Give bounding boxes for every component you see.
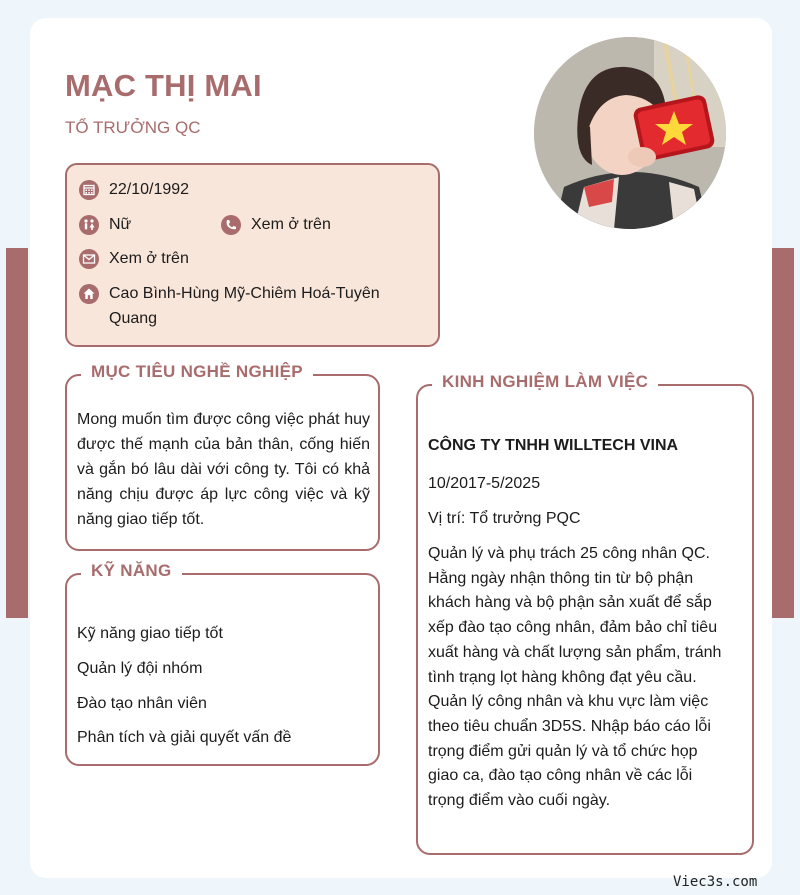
address-value: Cao Bình-Hùng Mỹ-Chiêm Hoá-Tuyên Quang	[109, 285, 380, 327]
work-experience-heading: KINH NGHIỆM LÀM VIỆC	[432, 372, 658, 392]
dob-value: 22/10/1992	[109, 181, 190, 198]
gender-icon	[79, 215, 99, 235]
address-row	[79, 283, 419, 331]
candidate-title: TỔ TRƯỞNG QC	[65, 118, 201, 137]
profile-photo	[534, 37, 726, 229]
phone-value: Xem ở trên	[251, 216, 331, 233]
home-icon	[79, 284, 99, 304]
skill-item: Quản lý đội nhóm	[77, 660, 203, 677]
career-objective-section	[65, 362, 380, 551]
calendar-icon	[79, 180, 99, 200]
candidate-name: MẠC THỊ MAI	[65, 68, 262, 103]
career-objective-heading: MỤC TIÊU NGHỀ NGHIỆP	[81, 362, 313, 382]
company-name: CÔNG TY TNHH WILLTECH VINA	[428, 437, 679, 454]
employment-period: 10/2017-5/2025	[428, 475, 541, 492]
email-value: Xem ở trên	[109, 250, 189, 267]
phone-row	[221, 214, 331, 237]
job-description: Quản lý và phụ trách 25 công nhân QC. Hằng ngày nhận thông tin từ bộ phận khách hàng và bộ phận sản xuất để sắp xếp đào tạo công nhân, đảm bảo chỉ tiêu xuất hàng và chất lượng sản phẩm, tránh tình trạng lọt hàng không đạt yêu cầu. Quản lý công nhân và khu vực làm việc theo tiêu chuẩn 3D5S. Nhập báo cáo lỗi trọng điểm gửi quản lý và tổ chức họp giao ca, đào tạo công nhân về các lỗi trọng điểm vào cuối ngày.	[428, 545, 722, 810]
skill-item: Kỹ năng giao tiếp tốt	[77, 625, 223, 642]
contact-info-box	[65, 163, 440, 347]
left-accent-band	[6, 248, 28, 618]
gender-value: Nữ	[109, 216, 132, 233]
job-position: Vị trí: Tổ trưởng PQC	[428, 510, 581, 527]
right-accent-band	[772, 248, 794, 618]
skills-heading: KỸ NĂNG	[81, 561, 182, 581]
mail-icon	[79, 249, 99, 269]
skills-section	[65, 561, 380, 766]
skill-item: Đào tạo nhân viên	[77, 695, 207, 712]
skill-item: Phân tích và giải quyết vấn đề	[77, 729, 292, 746]
gender-row	[79, 214, 131, 237]
email-row	[79, 248, 189, 271]
career-objective-text: Mong muốn tìm được công việc phát huy được thế mạnh của bản thân, cống hiến và gắn bó lâu dài với công ty. Tôi có khả năng chịu được áp lực công việc và kỹ năng giao tiếp tốt.	[77, 411, 370, 528]
work-experience-section	[416, 372, 754, 855]
watermark: Viec3s.com	[673, 874, 758, 890]
phone-icon	[221, 215, 241, 235]
dob-row	[79, 179, 189, 202]
